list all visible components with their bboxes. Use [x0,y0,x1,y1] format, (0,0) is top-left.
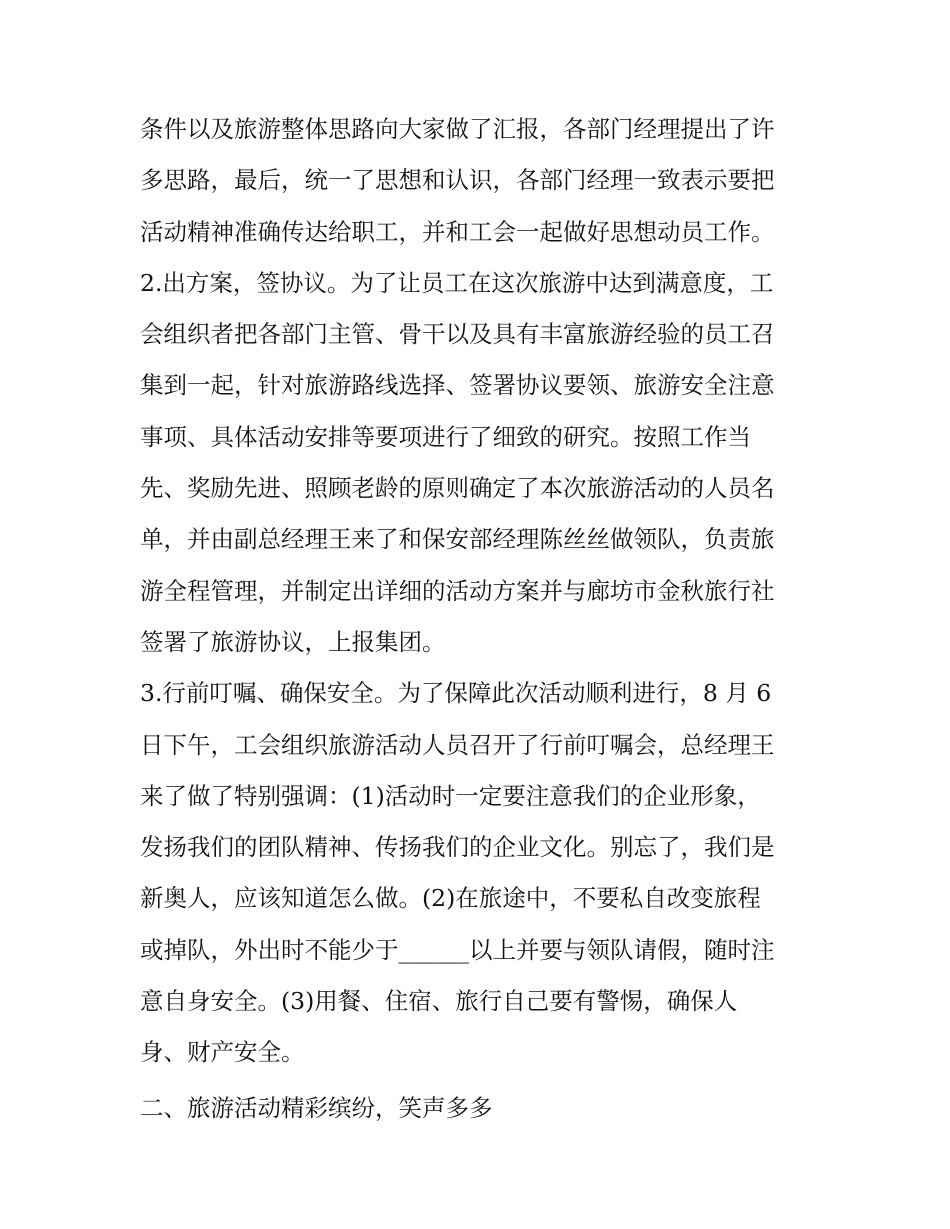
text-line: 或掉队，外出时不能少于______以上并要与领队请假，随时注 [140,935,775,964]
text-line: 日下午，工会组织旅游活动人员召开了行前叮嘱会，总经理王 [140,730,775,759]
text-line: 签署了旅游协议，上报集团。 [140,627,446,656]
document-page [140,104,820,1134]
text-line: 新奥人，应该知道怎么做。(2)在旅途中，不要私自改变旅程 [140,884,761,913]
text-line: 2.出方案，签协议。为了让员工在这次旅游中达到满意度，工 [140,268,774,297]
text-line: 会组织者把各部门主管、骨干以及具有丰富旅游经验的员工召 [140,320,775,349]
text-line: 3.行前叮嘱、确保安全。为了保障此次活动顺利进行，8 月 6 [140,679,772,708]
text-line: 游全程管理，并制定出详细的活动方案并与廊坊市金秋旅行社 [140,576,775,605]
text-line: 身、财产安全。 [140,1038,305,1067]
text-line: 条件以及旅游整体思路向大家做了汇报，各部门经理提出了许 [140,115,775,143]
text-line: 集到一起，针对旅游路线选择、签署协议要领、旅游安全注意 [140,371,775,400]
text-line: 发扬我们的团队精神、传扬我们的企业文化。别忘了，我们是 [140,833,775,862]
text-line: 来了做了特别强调：(1)活动时一定要注意我们的企业形象， [140,781,761,810]
text-line: 事项、具体活动安排等要项进行了细致的研究。按照工作当 [140,422,751,451]
text-line: 多思路，最后，统一了思想和认识，各部门经理一致表示要把 [140,166,775,195]
text-line: 先、奖励先进、照顾老龄的原则确定了本次旅游活动的人员名 [140,474,775,503]
text-line: 活动精神准确传达给职工，并和工会一起做好思想动员工作。 [140,217,775,246]
text-line: 单，并由副总经理王来了和保安部经理陈丝丝做领队，负责旅 [140,525,775,554]
text-line: 意自身安全。(3)用餐、住宿、旅行自己要有警惕，确保人 [140,987,738,1016]
section-heading: 二、旅游活动精彩缤纷，笑声多多 [140,1093,493,1122]
